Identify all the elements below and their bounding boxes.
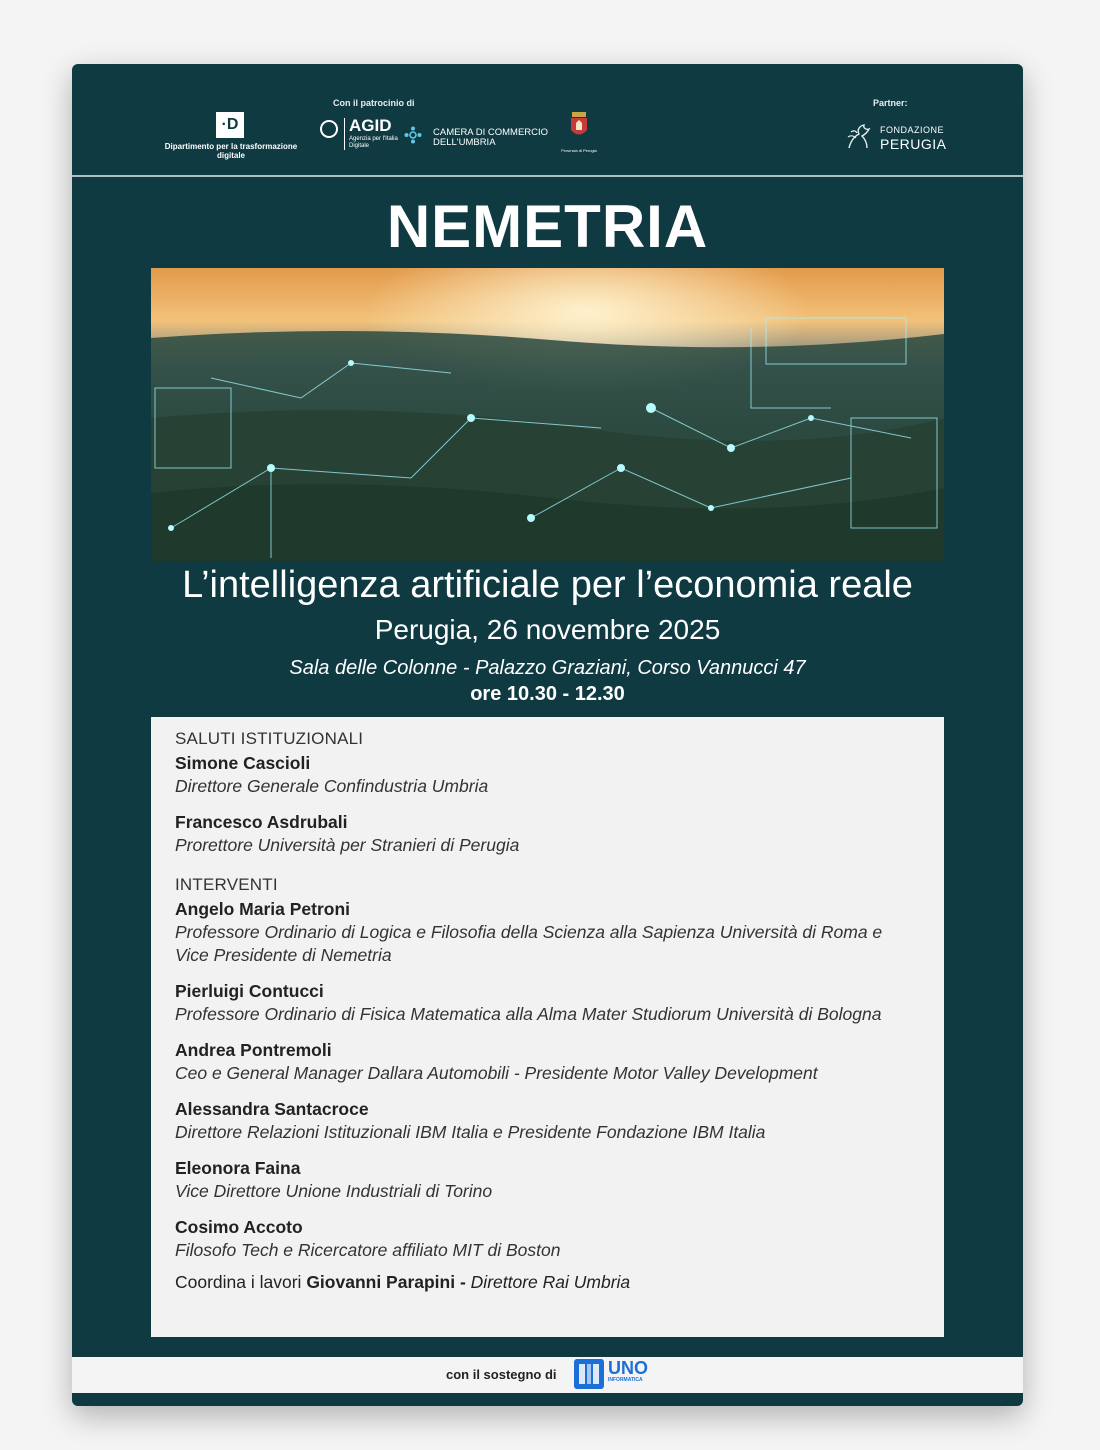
camera-commercio-icon: [404, 126, 422, 144]
fondazione-perugia-logo: [880, 125, 947, 152]
interventi-header: INTERVENTI: [175, 875, 278, 894]
event-subtitle: L’intelligenza artificiale per l’economia reale: [182, 564, 913, 606]
fondazione-line2: PERUGIA: [880, 136, 947, 152]
speaker-name: Angelo Maria Petroni: [175, 899, 351, 919]
fondazione-line1: FONDAZIONE: [880, 125, 945, 135]
sponsor-footer: [72, 1357, 1023, 1393]
event-time: ore 10.30 - 12.30: [470, 683, 625, 705]
agid-logo-subtext: Agenzia per l'Italia Digitale: [349, 136, 398, 149]
camera-line2: DELL'UMBRIA: [433, 137, 496, 148]
camera-commercio-logo: [433, 128, 548, 148]
speaker-role: Filosofo Tech e Ricercatore affiliato MIT di Boston: [175, 1240, 561, 1260]
speaker-role: Ceo e General Manager Dallara Automobili - Presidente Motor Valley Development: [175, 1063, 818, 1083]
speaker-role: Prorettore Università per Stranieri di Perugia: [175, 835, 520, 855]
coordination-line: [175, 1271, 920, 1294]
speaker-entry: [175, 980, 920, 1026]
speaker-role: Direttore Relazioni Istituzionali IBM Italia e Presidente Fondazione IBM Italia: [175, 1122, 766, 1142]
saluti-header: SALUTI ISTITUZIONALI: [175, 729, 364, 748]
logo-header: [72, 64, 1023, 176]
speaker-entry: [175, 811, 920, 857]
program-box: [151, 717, 944, 1337]
speaker-entry: [175, 1098, 920, 1144]
dtd-logo-text: Dipartimento per la trasformazione digitale: [164, 142, 298, 160]
provincia-crest-icon: [569, 112, 589, 140]
speaker-role: Professore Ordinario di Logica e Filosofia della Scienza alla Sapienza Università di Roma e Vice Presidente di Nemetria: [175, 922, 883, 965]
coordinator-name: Giovanni Parapini: [306, 1272, 456, 1292]
coordination-prefix: Coordina i lavori: [175, 1272, 307, 1292]
speaker-name: Andrea Pontremoli: [175, 1040, 332, 1060]
event-poster: [72, 64, 1023, 1406]
speaker-entry: [175, 898, 920, 967]
uno-informatica-icon: [574, 1359, 604, 1389]
event-date: Perugia, 26 novembre 2025: [374, 614, 721, 645]
hero-image: [151, 268, 944, 561]
speaker-entry: [175, 1039, 920, 1085]
partner-label: Partner:: [873, 98, 908, 108]
agid-divider: [344, 118, 345, 150]
speaker-entry: [175, 1216, 920, 1262]
agid-logo: AGID: [349, 116, 392, 135]
fondazione-griffin-icon: [845, 122, 873, 152]
patronage-label: Con il patrocinio di: [333, 98, 415, 108]
speaker-name: Cosimo Accoto: [175, 1217, 303, 1237]
speaker-entry: [175, 1157, 920, 1203]
speaker-name: Pierluigi Contucci: [175, 981, 324, 1001]
event-title: NEMETRIA: [386, 193, 709, 260]
republic-emblem-icon: [320, 120, 338, 138]
coordinator-role: Direttore Rai Umbria: [470, 1272, 631, 1292]
coordination-separator: -: [455, 1272, 471, 1292]
event-venue: Sala delle Colonne - Palazzo Graziani, Corso Vannucci 47: [289, 657, 806, 679]
camera-line1: CAMERA DI COMMERCIO: [433, 127, 549, 138]
uno-logo-subtext: INFORMATICA: [608, 1377, 643, 1383]
dtd-logo: ·D: [216, 112, 244, 138]
speaker-role: Vice Direttore Unione Industriali di Torino: [175, 1181, 493, 1201]
speaker-name: Alessandra Santacroce: [175, 1099, 369, 1119]
speaker-name: Eleonora Faina: [175, 1158, 301, 1178]
speaker-entry: [175, 752, 920, 798]
speaker-role: Direttore Generale Confindustria Umbria: [175, 776, 489, 796]
speaker-name: Simone Cascioli: [175, 753, 311, 773]
speaker-role: Professore Ordinario di Fisica Matematica alla Alma Mater Studiorum Università di Bologna: [175, 1004, 882, 1024]
provincia-logo-text: Provincia di Perugia: [561, 148, 597, 153]
uno-logo-text: UNO: [608, 1358, 648, 1378]
header-divider: [72, 175, 1023, 177]
speaker-name: Francesco Asdrubali: [175, 812, 348, 832]
support-label: con il sostegno di: [446, 1367, 557, 1382]
